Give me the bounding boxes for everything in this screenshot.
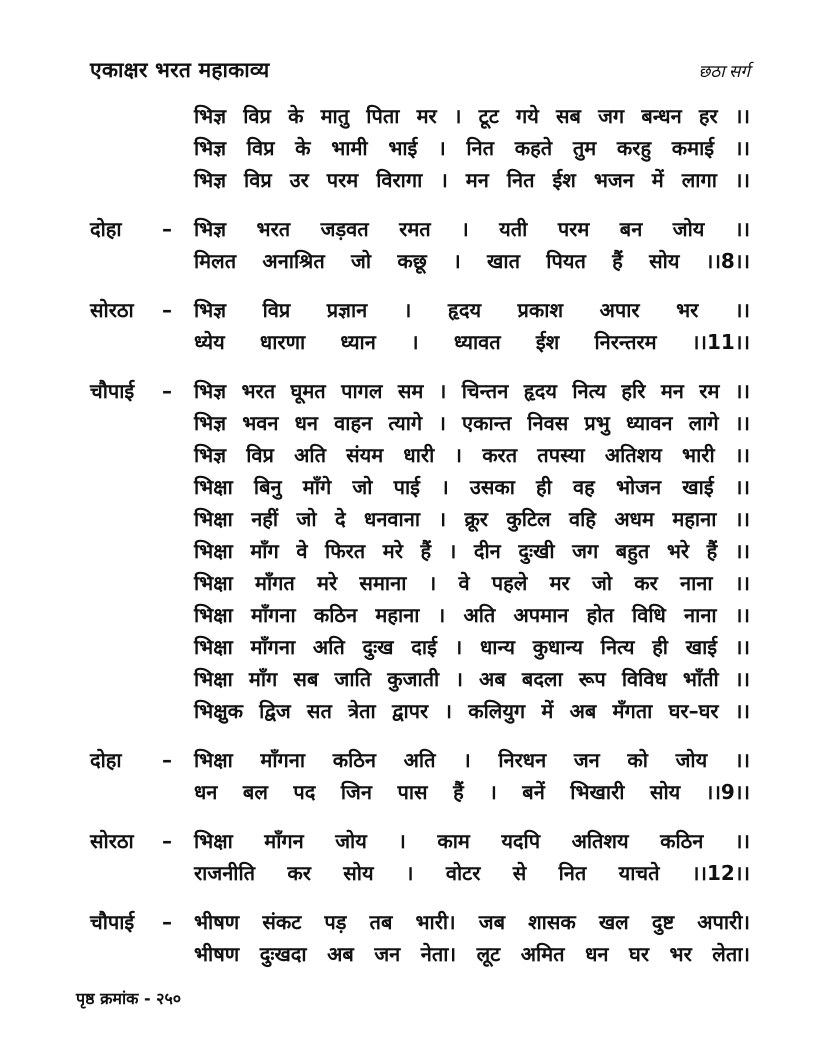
page-header bbox=[90, 56, 750, 84]
verse-lines bbox=[194, 213, 750, 277]
stanza-dash: – bbox=[162, 829, 172, 853]
stanza-label: सोरठा bbox=[90, 298, 134, 322]
verse-line: भिक्षा माँगत मरे समाना । वे पहले मर जो कर नाना ।। bbox=[194, 571, 750, 595]
stanza-label bbox=[90, 100, 162, 196]
stanza-dash: – bbox=[162, 217, 172, 241]
stanza-dash: – bbox=[162, 379, 172, 403]
stanza-label: दोहा bbox=[90, 217, 122, 241]
stanza-dash: – bbox=[162, 910, 172, 934]
book-title: एकाक्षर भरत महाकाव्य bbox=[90, 58, 270, 82]
verse-body bbox=[90, 100, 750, 970]
stanza-soratha-1 bbox=[90, 294, 750, 358]
verse-line: भीषण दुःखदा अब जन नेता। लूट अमित धन घर भर लेता। bbox=[194, 942, 750, 966]
verse-lines bbox=[194, 825, 750, 889]
verse-line: भिज्ञ विप्र प्रज्ञान । हृदय प्रकाश अपार भर ।। bbox=[194, 298, 750, 322]
verse-line: भिक्षा माँगना अति दुःख दाई । धान्य कुधान्य नित्य ही खाई ।। bbox=[194, 635, 750, 659]
verse-lines bbox=[194, 906, 750, 970]
stanza-label: दोहा bbox=[90, 748, 122, 772]
stanza-label: चौपाई bbox=[90, 379, 135, 403]
chapter-title: छठा सर्ग bbox=[698, 62, 750, 81]
verse-line: भिक्षा माँगन जोय । काम यदपि अतिशय कठिन ।। bbox=[194, 829, 750, 853]
verse-line: भिज्ञ विप्र अति संयम धारी । करत तपस्या अतिशय भारी ।। bbox=[194, 443, 750, 467]
page-number: पृष्ठ क्रमांक - २५० bbox=[76, 989, 182, 1008]
verse-line: भिक्षा माँग सब जाति कुजाती । अब बदला रूप विविध भाँती ।। bbox=[194, 667, 750, 691]
verse-lines bbox=[194, 294, 750, 358]
stanza-label: चौपाई bbox=[90, 910, 135, 934]
verse-line: भिक्षा बिनु माँगे जो पाई । उसका ही वह भोजन खाई ।। bbox=[194, 475, 750, 499]
stanza-chaupai-1 bbox=[90, 375, 750, 727]
verse-line: धन बल पद जिन पास हैं । बनें भिखारी सोय ।।9।। bbox=[194, 780, 750, 804]
verse-line: भिक्षा माँगना कठिन अति । निरधन जन को जोय ।। bbox=[194, 748, 750, 772]
stanza-dash: – bbox=[162, 748, 172, 772]
stanza-opening bbox=[90, 100, 750, 196]
verse-line: भिज्ञ भवन धन वाहन त्यागे । एकान्त निवस प्रभु ध्यावन लागे ।। bbox=[194, 411, 750, 435]
verse-line: भिज्ञ विप्र उर परम विरागा । मन नित ईश भजन में लागा ।। bbox=[194, 168, 750, 192]
verse-lines bbox=[194, 100, 750, 196]
verse-line: भीषण संकट पड़ तब भारी। जब शासक खल दुष्ट अपारी। bbox=[194, 910, 750, 934]
verse-line: ध्येय धारणा ध्यान । ध्यावत ईश निरन्तरम ।।11।। bbox=[194, 330, 750, 354]
verse-lines bbox=[194, 744, 750, 808]
stanza-dash: – bbox=[162, 298, 172, 322]
verse-line: भिक्षा माँग वे फिरत मरे हैं । दीन दुःखी जग बहुत भरे हैं ।। bbox=[194, 539, 750, 563]
verse-line: भिक्षा नहीं जो दे धनवाना । क्रूर कुटिल वहि अधम महाना ।। bbox=[194, 507, 750, 531]
page-footer bbox=[76, 987, 750, 1009]
verse-line: भिज्ञ विप्र के मातु पिता मर । टूट गये सब जग बन्धन हर ।। bbox=[194, 104, 750, 128]
verse-line: भिज्ञ भरत जड़वत रमत । यती परम बन जोय ।। bbox=[194, 217, 750, 241]
stanza-label: सोरठा bbox=[90, 829, 134, 853]
stanza-doha-1 bbox=[90, 213, 750, 277]
verse-lines bbox=[194, 375, 750, 727]
verse-line: भिक्षुक द्विज सत त्रेता द्वापर । कलियुग में अब मँगता घर–घर ।। bbox=[194, 699, 750, 723]
verse-line: भिज्ञ विप्र के भामी भाई । नित कहते तुम करहु कमाई ।। bbox=[194, 136, 750, 160]
stanza-soratha-2 bbox=[90, 825, 750, 889]
verse-line: राजनीति कर सोय । वोटर से नित याचते ।।12।। bbox=[194, 861, 750, 885]
verse-line: भिज्ञ भरत घूमत पागल सम । चिन्तन हृदय नित्य हरि मन रम ।। bbox=[194, 379, 750, 403]
verse-line: मिलत अनाश्रित जो कछू । खात पियत हैं सोय ।।8।। bbox=[194, 249, 750, 273]
stanza-chaupai-2 bbox=[90, 906, 750, 970]
stanza-dash bbox=[162, 100, 194, 196]
verse-line: भिक्षा माँगना कठिन महाना । अति अपमान होत विधि नाना ।। bbox=[194, 603, 750, 627]
stanza-doha-2 bbox=[90, 744, 750, 808]
